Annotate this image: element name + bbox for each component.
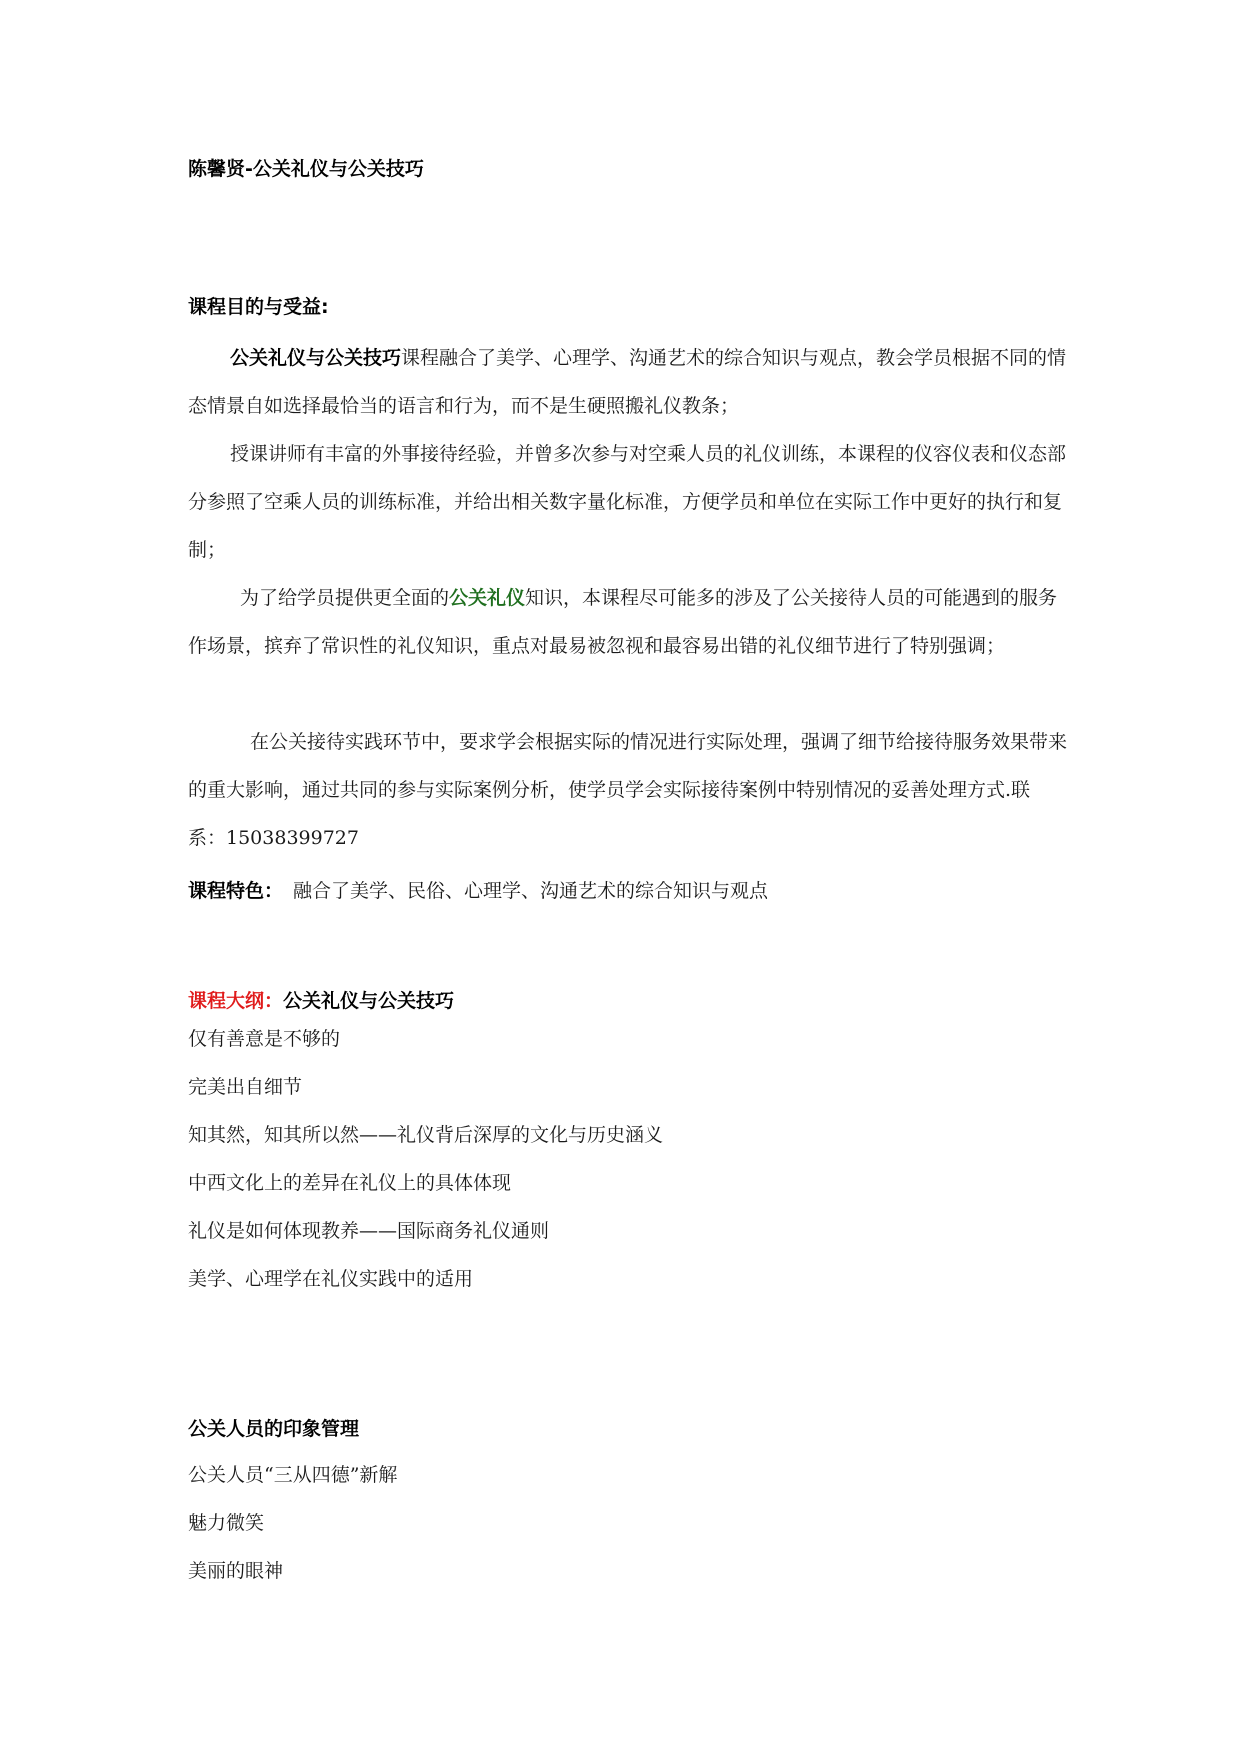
outline-item-4: 中西文化上的差异在礼仪上的具体体现 bbox=[188, 1172, 512, 1194]
document-title: 陈馨贤-公关礼仪与公关技巧 bbox=[188, 158, 424, 180]
outline-item-1: 仅有善意是不够的 bbox=[188, 1028, 341, 1050]
section2-item-3: 美丽的眼神 bbox=[188, 1560, 284, 1582]
outline-item-2: 完美出自细节 bbox=[188, 1076, 303, 1098]
public-relations-etiquette-link[interactable]: 公关礼仪 bbox=[449, 587, 526, 609]
course-name-inline: 公关礼仪与公关技巧 bbox=[230, 347, 402, 369]
course-outline-heading bbox=[188, 986, 1068, 1013]
course-features bbox=[188, 876, 1068, 903]
section2-item-1: 公关人员“三从四德”新解 bbox=[188, 1464, 398, 1486]
course-features-text: 融合了美学、民俗、心理学、沟通艺术的综合知识与观点 bbox=[293, 880, 769, 902]
objectives-heading: 课程目的与受益: bbox=[188, 296, 329, 318]
objectives-paragraph-3-post: 知识，本课程尽可能多的涉及了公关接待人员的可能遇到的服务作场景，摈弃了常识性的礼仪知识，重点对最易被忽视和最容易出错的礼仪细节进行了特别强调； bbox=[188, 587, 1058, 657]
objectives-paragraph-4: 在公关接待实践环节中，要求学会根据实际的情况进行实际处理，强调了细节给接待服务效果带来的重大影响，通过共同的参与实际案例分析，使学员学会实际接待案例中特别情况的妥善处理方式.联系：15038399727 bbox=[188, 731, 1068, 849]
course-features-label: 课程特色： bbox=[188, 880, 284, 902]
outline-item-6: 美学、心理学在礼仪实践中的适用 bbox=[188, 1268, 474, 1290]
objectives-paragraph-1-text: 课程融合了美学、心理学、沟通艺术的综合知识与观点，教会学员根据不同的情态情景自如选择最恰当的语言和行为，而不是生硬照搬礼仪教条； bbox=[188, 347, 1067, 417]
objectives-paragraph-3 bbox=[188, 574, 1068, 670]
objectives-paragraph-3-pre: 为了给学员提供更全面的 bbox=[240, 587, 450, 609]
objectives-paragraph-2: 授课讲师有丰富的外事接待经验，并曾多次参与对空乘人员的礼仪训练，本课程的仪容仪表和仪态部分参照了空乘人员的训练标准，并给出相关数字量化标准，方便学员和单位在实际工作中更好的执行和复制； bbox=[188, 443, 1067, 561]
objectives-paragraph-1 bbox=[188, 334, 1068, 430]
section2-item-2: 魅力微笑 bbox=[188, 1512, 265, 1534]
course-outline-label: 课程大纲： bbox=[188, 990, 284, 1012]
outline-item-5: 礼仪是如何体现教养——国际商务礼仪通则 bbox=[188, 1220, 550, 1242]
impression-management-heading: 公关人员的印象管理 bbox=[188, 1418, 360, 1440]
course-outline-title: 公关礼仪与公关技巧 bbox=[283, 990, 455, 1012]
outline-item-3: 知其然，知其所以然——礼仪背后深厚的文化与历史涵义 bbox=[188, 1124, 664, 1146]
